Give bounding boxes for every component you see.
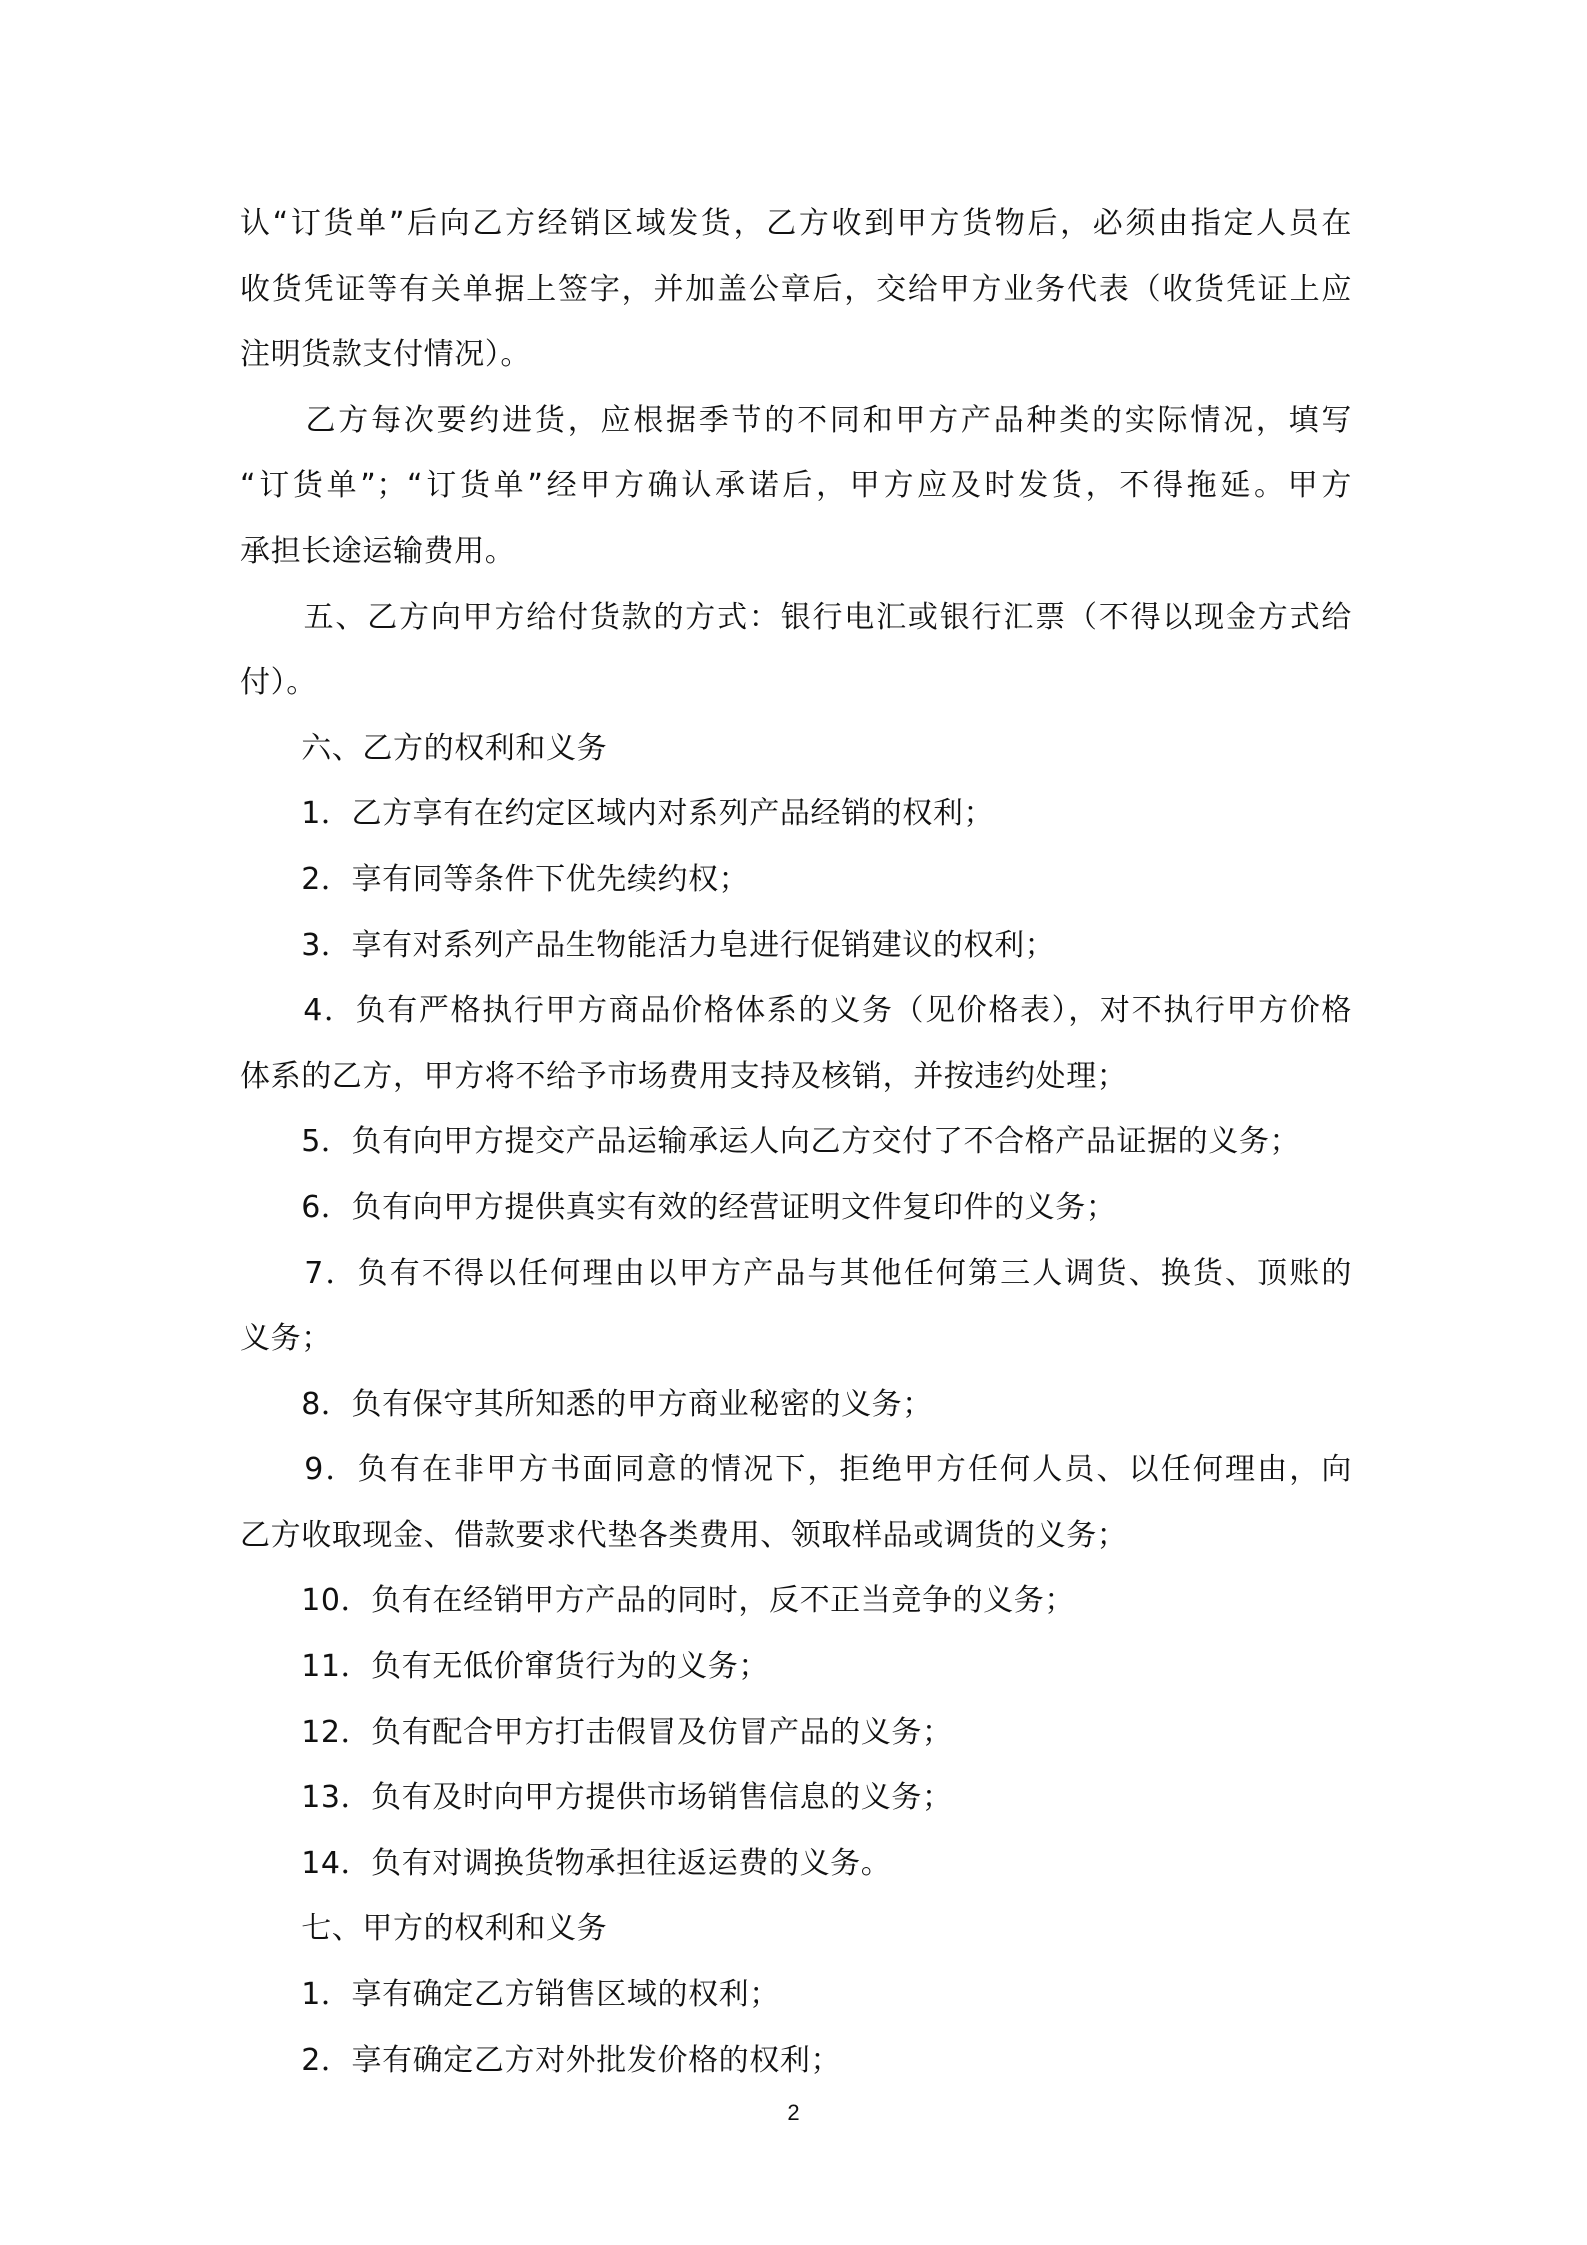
text-line: 12．负有配合甲方打击假冒及仿冒产品的义务； [240,1714,953,1750]
text-line: 付）。 [240,665,317,701]
section-heading: 七、甲方的权利和义务 [240,1911,608,1947]
list-item [240,985,1352,1116]
list-item [240,1182,1352,1248]
text-line: 五、乙方向甲方给付货款的方式：银行电汇或银行汇票（不得以现金方式给 [240,599,1352,635]
paragraph-delivery-receipt [240,198,1352,395]
text-line: 9．负有在非甲方书面同意的情况下，拒绝甲方任何人员、以任何理由，向 [240,1452,1352,1488]
text-line: 2．享有同等条件下优先续约权； [240,861,750,897]
text-line: 1．乙方享有在约定区域内对系列产品经销的权利； [240,796,995,832]
text-line: 3．享有对系列产品生物能活力皂进行促销建议的权利； [240,927,1056,963]
list-item [240,920,1352,986]
text-line: 11．负有无低价窜货行为的义务； [240,1649,769,1685]
list-item [240,854,1352,920]
list-item [240,2035,1352,2101]
list-item [240,1838,1352,1904]
list-item [240,1969,1352,2035]
text-line: 义务； [240,1321,332,1357]
list-item [240,1444,1352,1575]
document-body [240,198,1352,2100]
list-item [240,1641,1352,1707]
text-line: 1．享有确定乙方销售区域的权利； [240,1977,780,2013]
list-item [240,1772,1352,1838]
text-line: 体系的乙方，甲方将不给予市场费用支持及核销，并按违约处理； [240,1058,1128,1094]
text-line: 4．负有严格执行甲方商品价格体系的义务（见价格表），对不执行甲方价格 [240,993,1352,1029]
list-item [240,1379,1352,1445]
section-heading: 六、乙方的权利和义务 [240,730,608,766]
text-line: 5．负有向甲方提交产品运输承运人向乙方交付了不合格产品证据的义务； [240,1124,1301,1160]
text-line: 10．负有在经销甲方产品的同时，反不正当竞争的义务； [240,1583,1075,1619]
section-5-payment [240,592,1352,723]
text-line: 乙方每次要约进货，应根据季节的不同和甲方产品种类的实际情况，填写 [240,402,1352,438]
text-line: 乙方收取现金、借款要求代垫各类费用、领取样品或调货的义务； [240,1517,1128,1553]
text-line: 认“订货单”后向乙方经销区域发货，乙方收到甲方货物后，必须由指定人员在 [240,206,1352,241]
text-line: “订货单”；“订货单”经甲方确认承诺后，甲方应及时发货，不得拖延。甲方 [240,468,1352,504]
paragraph-ordering [240,395,1352,592]
text-line: 8．负有保守其所知悉的甲方商业秘密的义务； [240,1386,933,1422]
text-line: 2．享有确定乙方对外批发价格的权利； [240,2042,842,2078]
text-line: 承担长途运输费用。 [240,533,516,569]
text-line: 注明货款支付情况）。 [240,337,531,373]
text-line: 收货凭证等有关单据上签字，并加盖公章后，交给甲方业务代表（收货凭证上应 [240,271,1352,307]
section-7-heading [240,1903,1352,1969]
text-line: 6．负有向甲方提供真实有效的经营证明文件复印件的义务； [240,1189,1117,1225]
page-number: 2 [787,2100,800,2125]
list-item [240,1116,1352,1182]
list-item [240,1248,1352,1379]
list-item [240,1575,1352,1641]
text-line: 7．负有不得以任何理由以甲方产品与其他任何第三人调货、换货、顶账的 [240,1255,1352,1291]
list-item [240,1707,1352,1773]
text-line: 14．负有对调换货物承担往返运费的义务。 [240,1845,892,1881]
list-item [240,788,1352,854]
text-line: 13．负有及时向甲方提供市场销售信息的义务； [240,1780,953,1816]
section-6-heading [240,723,1352,789]
